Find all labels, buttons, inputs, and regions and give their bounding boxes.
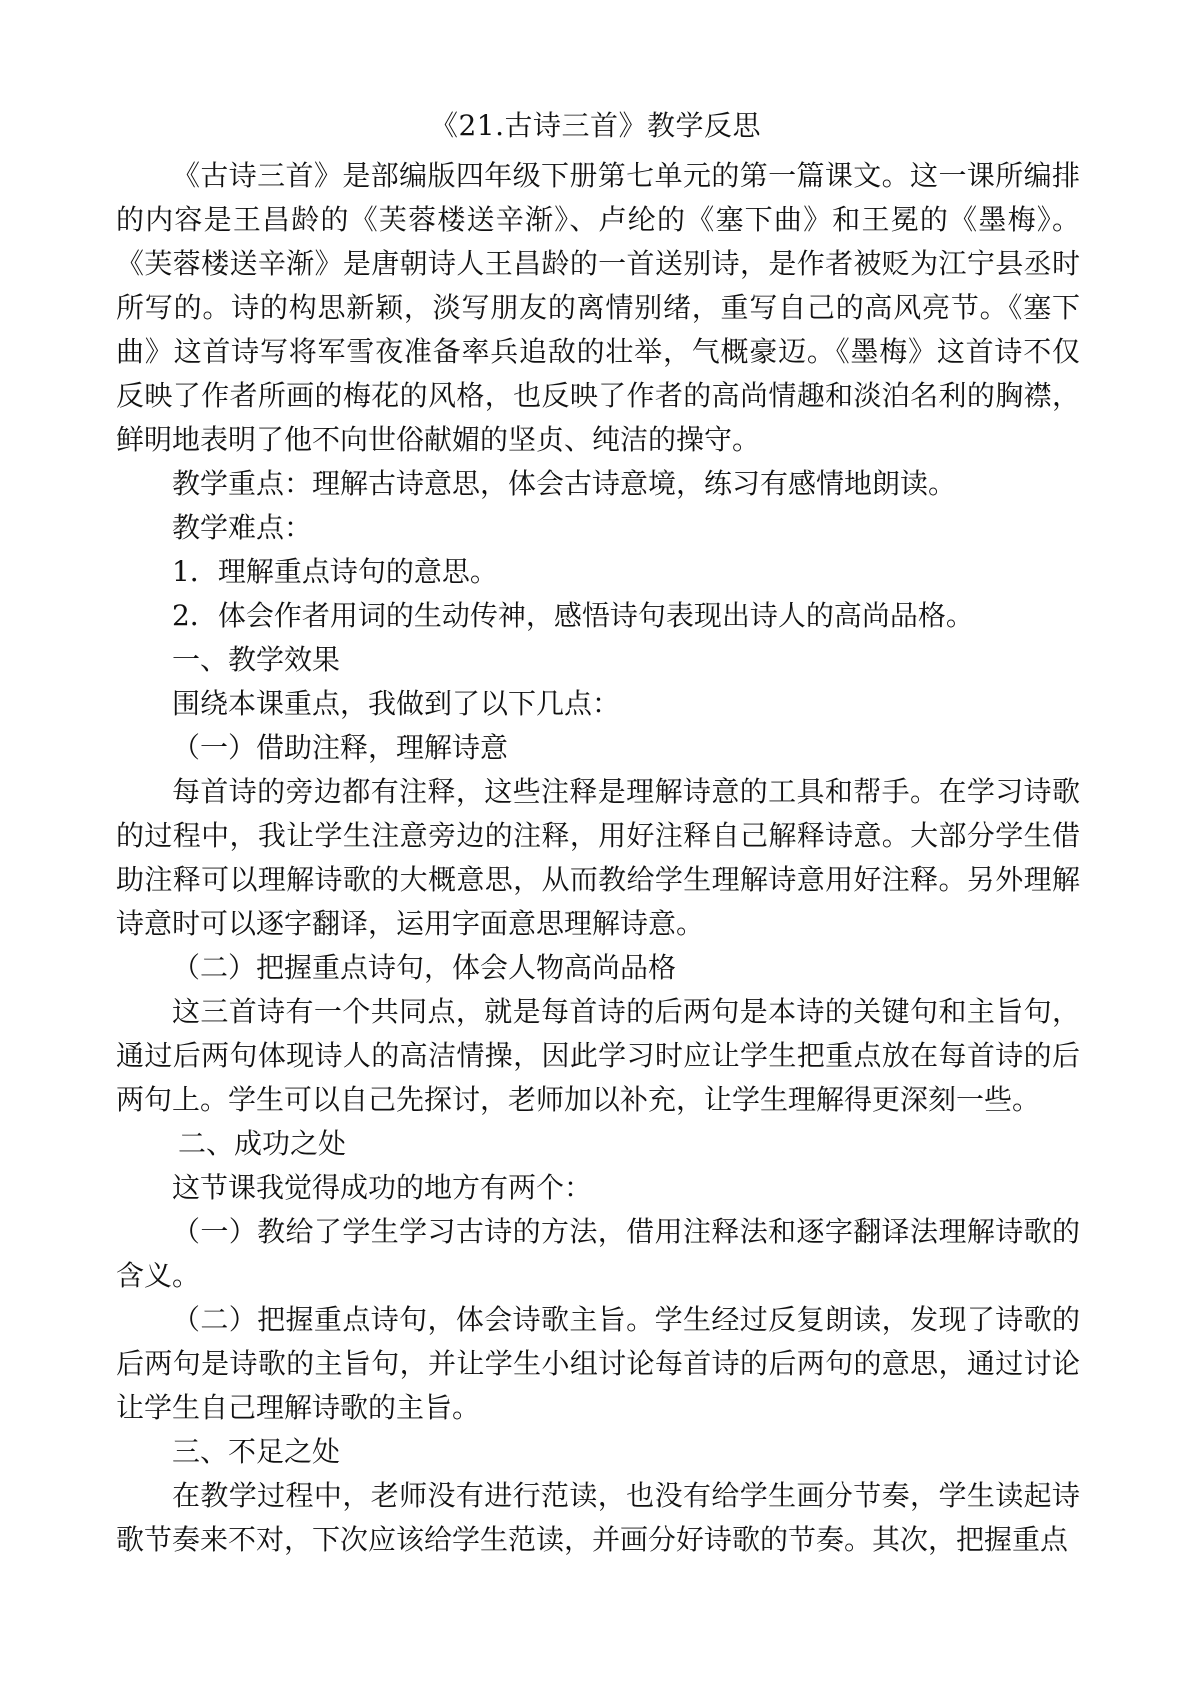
teaching-focus: 教学重点：理解古诗意思，体会古诗意境，练习有感情地朗读。 xyxy=(172,467,957,500)
difficulty-item-2: 2．体会作者用词的生动传神，感悟诗句表现出诗人的高尚品格。 xyxy=(172,599,974,632)
difficulty-item-1: 1．理解重点诗句的意思。 xyxy=(172,555,498,588)
shortcomings-paragraph: 在教学过程中，老师没有进行范读，也没有给学生画分节奏，学生读起诗歌节奏来不对，下次应该给学生范读，并画分好诗歌的节奏。其次，把握重点 xyxy=(116,1479,1080,1556)
section-heading-effect: 一、教学效果 xyxy=(172,643,341,676)
effect-intro: 围绕本课重点，我做到了以下几点： xyxy=(172,687,621,720)
section-heading-shortcomings: 三、不足之处 xyxy=(172,1435,341,1468)
intro-paragraph: 《古诗三首》是部编版四年级下册第七单元的第一篇课文。这一课所编排的内容是王昌龄的《芙蓉楼送辛渐》、卢纶的《塞下曲》和王冕的《墨梅》。《芙蓉楼送辛渐》是唐朝诗人王昌龄的一首送别诗，是作者被贬为江宁县丞时所写的。诗的构思新颖，淡写朋友的离情别绪，重写自己的高风亮节。《塞下曲》这首诗写将军雪夜准备率兵追敌的壮举，气概豪迈。《墨梅》这首诗不仅反映了作者所画的梅花的风格，也反映了作者的高尚情趣和淡泊名利的胸襟，鲜明地表明了他不向世俗献媚的坚贞、纯洁的操守。 xyxy=(116,159,1080,456)
teaching-difficulty-heading: 教学难点： xyxy=(172,511,313,544)
success-item-1: （一）教给了学生学习古诗的方法，借用注释法和逐字翻译法理解诗歌的含义。 xyxy=(116,1215,1080,1292)
subheading-annotation: （一）借助注释，理解诗意 xyxy=(172,731,509,764)
subheading-key-lines: （二）把握重点诗句，体会人物高尚品格 xyxy=(172,951,677,984)
key-lines-paragraph: 这三首诗有一个共同点，就是每首诗的后两句是本诗的关键句和主旨句，通过后两句体现诗人的高洁情操，因此学习时应让学生把重点放在每首诗的后两句上。学生可以自己先探讨，老师加以补充，让学生理解得更深刻一些。 xyxy=(116,995,1080,1116)
document-title: 《21.古诗三首》教学反思 xyxy=(429,109,762,142)
document-body xyxy=(116,154,1080,1562)
success-item-2: （二）把握重点诗句，体会诗歌主旨。学生经过反复朗读，发现了诗歌的后两句是诗歌的主旨句，并让学生小组讨论每首诗的后两句的意思，通过讨论让学生自己理解诗歌的主旨。 xyxy=(116,1303,1080,1424)
section-heading-success: 二、成功之处 xyxy=(178,1127,347,1160)
annotation-paragraph: 每首诗的旁边都有注释，这些注释是理解诗意的工具和帮手。在学习诗歌的过程中，我让学生注意旁边的注释，用好注释自己解释诗意。大部分学生借助注释可以理解诗歌的大概意思，从而教给学生理解诗意用好注释。另外理解诗意时可以逐字翻译，运用字面意思理解诗意。 xyxy=(116,775,1080,940)
success-intro: 这节课我觉得成功的地方有两个： xyxy=(172,1171,593,1204)
